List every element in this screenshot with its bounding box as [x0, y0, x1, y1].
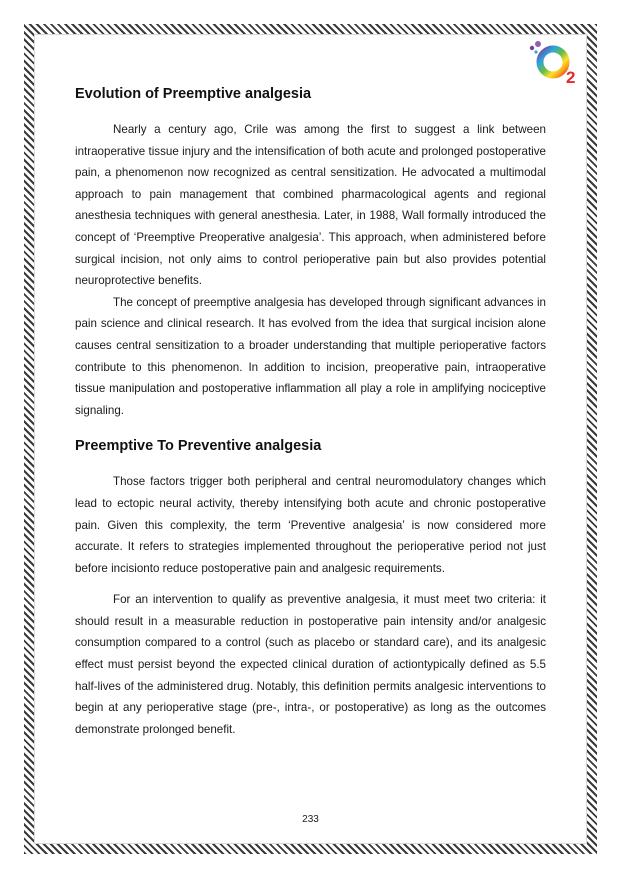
document-body — [75, 84, 546, 740]
paragraph: Those factors trigger both peripheral and central neuromodulatory changes which lead to ectopic neural activity, thereby intensifying both acute and chronic postoperative pain. Given this complexity, the term ‘Preventive analgesia’ is now considered more accurate. It refers to strategies implemented throughout the perioperative period not just before incisionto reduce postoperative pain and analgesic requirements. — [75, 475, 546, 575]
page-number: 233 — [302, 814, 319, 825]
paragraph: For an intervention to qualify as preventive analgesia, it must meet two criteria: it should result in a measurable reduction in postoperative pain intensity and/or analgesic consumption compared to a control (such as placebo or standard care), and its analgesic effect must persist beyond the expected clinical duration of actiontypically defined as 5.5 half-lives of the administered drug. Notably, this definition permits analgesic interventions to begin at any perioperative stage (pre-, intra-, or postoperative) as long as the outcomes demonstrate prolonged benefit. — [75, 593, 546, 736]
logo-subscript: 2 — [566, 68, 576, 87]
paragraph: Nearly a century ago, Crile was among the first to suggest a link between intraoperative tissue injury and the intensification of both acute and prolonged postoperative pain, a phenomenon now recognized as central sensitization. He advocated a multimodal approach to pain management that combined pharmacological agents and regional anesthesia techniques with general anesthesia. Later, in 1988, Wall formally introduced the concept of ‘Preemptive Preoperative analgesia’. This approach, when administered before surgical incision, not only aims to control perioperative pain but also provides potential neuroprotective benefits. — [75, 123, 546, 288]
section-heading-preventive: Preemptive To Preventive analgesia — [75, 438, 322, 455]
paragraph: The concept of preemptive analgesia has developed through significant advances in pain science and clinical research. It has evolved from the idea that surgical incision alone causes central sensitization to a broader understanding that multiple perioperative factors contribute to this phenomenon. In addition to incision, preoperative pain, intraoperative tissue manipulation and postoperative inflammation all play a role in amplifying nociceptive signaling. — [75, 295, 546, 417]
logo-bubble — [535, 41, 541, 47]
section-heading-evolution: Evolution of Preemptive analgesia — [75, 86, 312, 102]
logo-ring — [540, 49, 566, 75]
logo-bubble — [530, 46, 534, 50]
o2-logo — [527, 38, 579, 88]
logo-bubble — [534, 50, 537, 53]
